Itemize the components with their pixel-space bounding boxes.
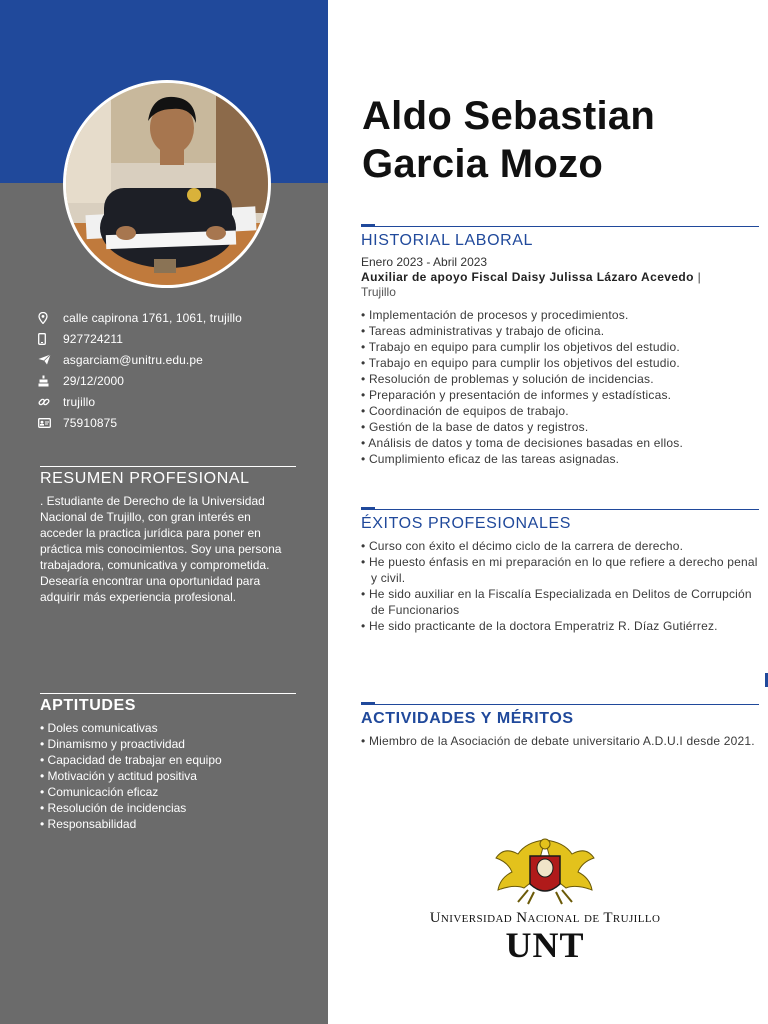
contact-email[interactable] — [38, 349, 318, 370]
work-date: Enero 2023 - Abril 2023 — [361, 255, 488, 269]
list-item: • Comunicación eficaz — [40, 784, 300, 800]
summary-divider — [40, 466, 296, 467]
list-item: • Trabajo en equipo para cumplir los objetivos del estudio. — [361, 355, 759, 371]
skills-title: APTITUDES — [40, 697, 137, 714]
location-icon — [38, 312, 63, 324]
name-line-2: Garcia Mozo — [362, 142, 604, 186]
list-item: • He sido auxiliar en la Fiscalía Especializada en Delitos de Corrupción de Funcionarios — [361, 586, 759, 618]
contact-address — [38, 307, 318, 328]
activities-divider — [361, 700, 759, 702]
list-item: • Dinamismo y proactividad — [40, 736, 300, 752]
university-logo — [400, 832, 690, 964]
contact-birthdate — [38, 370, 318, 391]
skills-section — [40, 693, 300, 832]
work-duties-list — [361, 307, 759, 467]
contact-phone-text: 927724211 — [63, 331, 124, 346]
list-item: • Gestión de la base de datos y registros. — [361, 419, 759, 435]
summary-section — [40, 466, 300, 605]
contact-id — [38, 412, 318, 433]
activities-list — [361, 733, 759, 749]
send-icon — [38, 354, 63, 365]
list-item: • Resolución de problemas y solución de incidencias. — [361, 371, 759, 387]
work-section — [361, 222, 759, 467]
work-title: HISTORIAL LABORAL — [361, 232, 534, 249]
contact-list — [38, 307, 318, 433]
list-item: • Motivación y actitud positiva — [40, 768, 300, 784]
contact-address-text: calle capirona 1761, 1061, trujillo — [63, 310, 242, 325]
eagle-crest-icon — [400, 832, 690, 912]
list-item: • Responsabilidad — [40, 816, 300, 832]
list-item: • Curso con éxito el décimo ciclo de la carrera de derecho. — [361, 538, 759, 554]
skills-divider — [40, 693, 296, 694]
work-location: Trujillo — [361, 285, 396, 299]
university-name: Universidad Nacional de Trujillo — [429, 910, 661, 926]
work-separator: | — [697, 270, 702, 284]
list-item: • Tareas administrativas y trabajo de oficina. — [361, 323, 759, 339]
summary-text: . Estudiante de Derecho de la Universidad Nacional de Trujillo, con gran interés en acceder la practica jurídica para poner en práctica mis conocimientos. Soy una persona trabajadora, comunicativa y comprometida. Desearía encontrar una oportunidad para adquirir más experiencia profesional. — [40, 494, 282, 604]
list-item: • Doles comunicativas — [40, 720, 300, 736]
contact-website[interactable] — [38, 391, 318, 412]
contact-website-text: trujillo — [63, 394, 96, 409]
cake-icon — [38, 375, 63, 387]
contact-birthdate-text: 29/12/2000 — [63, 373, 125, 388]
achievements-divider — [361, 505, 759, 507]
list-item: • Trabajo en equipo para cumplir los objetivos del estudio. — [361, 339, 759, 355]
achievements-title: ÉXITOS PROFESIONALES — [361, 515, 571, 532]
university-abbreviation: UNT — [505, 925, 585, 965]
id-card-icon — [38, 418, 63, 428]
name-line-1: Aldo Sebastian — [362, 94, 656, 138]
list-item: • Resolución de incidencias — [40, 800, 300, 816]
work-divider — [361, 222, 759, 224]
contact-email-text: asgarciam@unitru.edu.pe — [63, 352, 203, 367]
activities-title: ACTIVIDADES Y MÉRITOS — [361, 710, 574, 727]
work-position — [361, 270, 759, 285]
candidate-name — [362, 92, 752, 188]
contact-id-text: 75910875 — [63, 415, 118, 430]
list-item: • Capacidad de trabajar en equipo — [40, 752, 300, 768]
list-item: • Análisis de datos y toma de decisiones basadas en ellos. — [361, 435, 759, 451]
list-item: • Implementación de procesos y procedimientos. — [361, 307, 759, 323]
list-item: • Cumplimiento eficaz de las tareas asignadas. — [361, 451, 759, 467]
summary-title: RESUMEN PROFESIONAL — [40, 470, 250, 487]
achievements-list — [361, 538, 759, 634]
list-item: • He sido practicante de la doctora Emperatriz R. Díaz Gutiérrez. — [361, 618, 759, 634]
contact-phone — [38, 328, 318, 349]
profile-photo-illustration — [66, 83, 268, 285]
list-item: • Coordinación de equipos de trabajo. — [361, 403, 759, 419]
activities-section — [361, 700, 759, 749]
list-item: • Miembro de la Asociación de debate universitario A.D.U.I desde 2021. — [361, 733, 759, 749]
list-item: • Preparación y presentación de informes y estadísticas. — [361, 387, 759, 403]
achievements-section — [361, 505, 759, 634]
skills-list — [40, 720, 300, 832]
work-position-text: Auxiliar de apoyo Fiscal Daisy Julissa Lázaro Acevedo — [361, 270, 694, 284]
link-icon — [38, 396, 63, 408]
phone-icon — [38, 333, 63, 345]
profile-photo — [63, 80, 271, 288]
list-item: • He puesto énfasis en mi preparación en lo que refiere a derecho penal y civil. — [361, 554, 759, 586]
